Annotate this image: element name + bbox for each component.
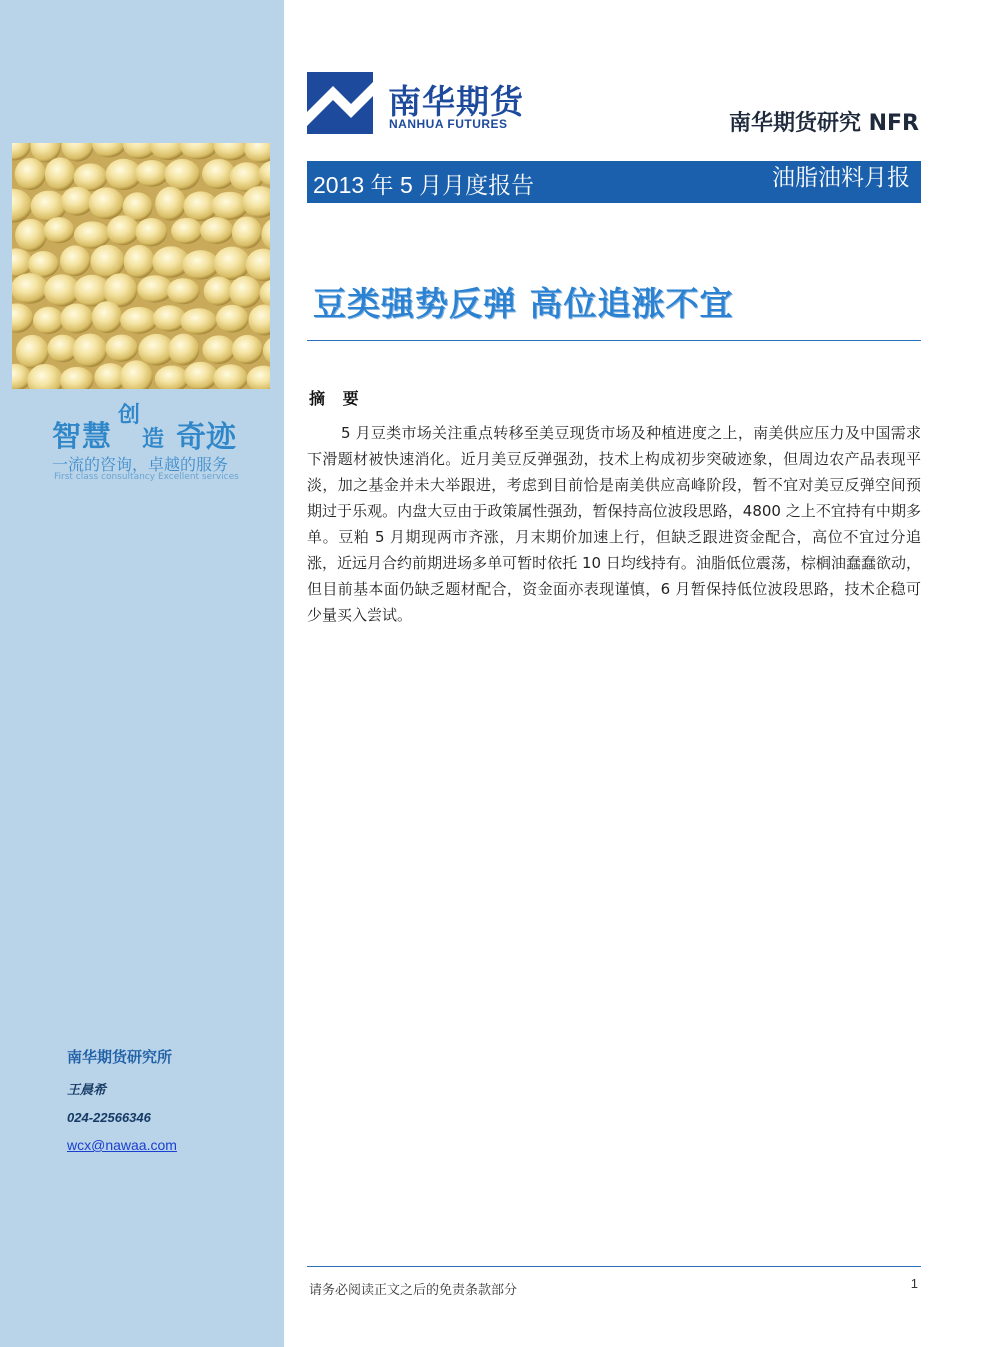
soybean bbox=[214, 247, 250, 280]
nanhua-logo-icon bbox=[307, 72, 373, 134]
slogan-create-1: 创 bbox=[118, 402, 141, 428]
report-category: 油脂油料月报 bbox=[772, 165, 910, 191]
abstract-body: 5 月豆类市场关注重点转移至美豆现货市场及种植进度之上，南美供应压力及中国需求下滑题材被快速消化。近月美豆反弹强劲，技术上构成初步突破迹象，但周边农产品表现平淡，加之基金并未大举跟进，考虑到目前恰是南美供应高峰阶段，暂不宜对美豆反弹空间预期过于乐观。内盘大豆由于政策属性强劲，暂保持高位波段思路，4800 之上不宜持有中期多单。豆粕 5 月期现两市齐涨，月末期价加速上行，但缺乏跟进资金配合，高位不宜过分追涨，近远月合约前期进场多单可暂时依托 10 日均线持有。油脂低位震荡，棕榈油蠢蠢欲动，但目前基本面仍缺乏题材配合，资金面亦表现谨慎，6 月暂保持低位波段思路，技术企稳可少量买入尝试。 bbox=[307, 424, 921, 624]
soybean bbox=[182, 250, 219, 279]
contact-block bbox=[67, 1046, 177, 1153]
soybean bbox=[232, 216, 262, 248]
soybean bbox=[107, 215, 139, 245]
soybean bbox=[90, 245, 124, 278]
soybean bbox=[45, 157, 76, 190]
soybean bbox=[168, 334, 199, 366]
soybean bbox=[135, 160, 169, 187]
slogan-subtitle: 一流的咨询，卓越的服务 bbox=[52, 455, 229, 474]
soybean bbox=[12, 273, 49, 303]
slogan-create-2: 造 bbox=[142, 426, 165, 452]
contact-phone: 024-22566346 bbox=[67, 1110, 151, 1125]
soybean bbox=[89, 187, 124, 219]
divider-bottom bbox=[307, 1266, 921, 1267]
soybean bbox=[180, 308, 217, 334]
soybean-photo bbox=[12, 143, 270, 389]
research-label: 南华期货研究 NFR bbox=[728, 111, 919, 136]
soybean bbox=[200, 217, 233, 244]
soybean bbox=[184, 362, 218, 389]
contact-name: 王晨希 bbox=[67, 1082, 107, 1097]
soybean bbox=[155, 187, 186, 221]
company-logo bbox=[307, 72, 539, 136]
soybean bbox=[135, 218, 167, 246]
contact-email-link[interactable]: wcx@nawaa.com bbox=[67, 1137, 177, 1153]
soybean bbox=[33, 307, 64, 334]
divider-top bbox=[307, 340, 921, 341]
soybean bbox=[44, 217, 75, 243]
page-number: 1 bbox=[910, 1276, 918, 1291]
soybean bbox=[15, 158, 46, 190]
soybean bbox=[72, 333, 107, 367]
logo-text-cn: 南华期货 bbox=[388, 82, 524, 121]
soybean bbox=[16, 335, 49, 369]
slogan-wisdom: 智慧 bbox=[52, 419, 113, 453]
headline: 豆类强势反弹 高位追涨不宜 bbox=[313, 284, 734, 323]
soybean bbox=[15, 219, 47, 252]
slogan-miracle: 奇迹 bbox=[176, 420, 236, 455]
soybean bbox=[165, 159, 200, 190]
soybean bbox=[105, 334, 138, 361]
report-band bbox=[307, 161, 921, 203]
soybean bbox=[216, 305, 249, 333]
soybean bbox=[60, 303, 93, 333]
soybean bbox=[232, 335, 263, 364]
soybean bbox=[229, 276, 261, 308]
soybean bbox=[202, 335, 235, 364]
footer-disclaimer: 请务必阅读正文之后的免责条款部分 bbox=[309, 1283, 518, 1298]
contact-org: 南华期货研究所 bbox=[67, 1049, 173, 1066]
soybean bbox=[92, 301, 122, 333]
soybean bbox=[211, 192, 248, 220]
logo-text-en: NANHUA FUTURES bbox=[389, 117, 508, 131]
abstract-title: 摘 要 bbox=[309, 389, 365, 408]
soybean bbox=[171, 218, 202, 244]
soybean bbox=[31, 191, 67, 222]
slogan-english: First class consultancy Excellent services bbox=[54, 472, 239, 482]
soybean bbox=[124, 245, 155, 278]
soybean bbox=[74, 221, 111, 248]
soybean bbox=[60, 245, 90, 276]
soybean bbox=[120, 307, 157, 334]
soybean bbox=[167, 278, 200, 304]
report-date: 2013 年 5 月月度报告 bbox=[313, 172, 535, 198]
